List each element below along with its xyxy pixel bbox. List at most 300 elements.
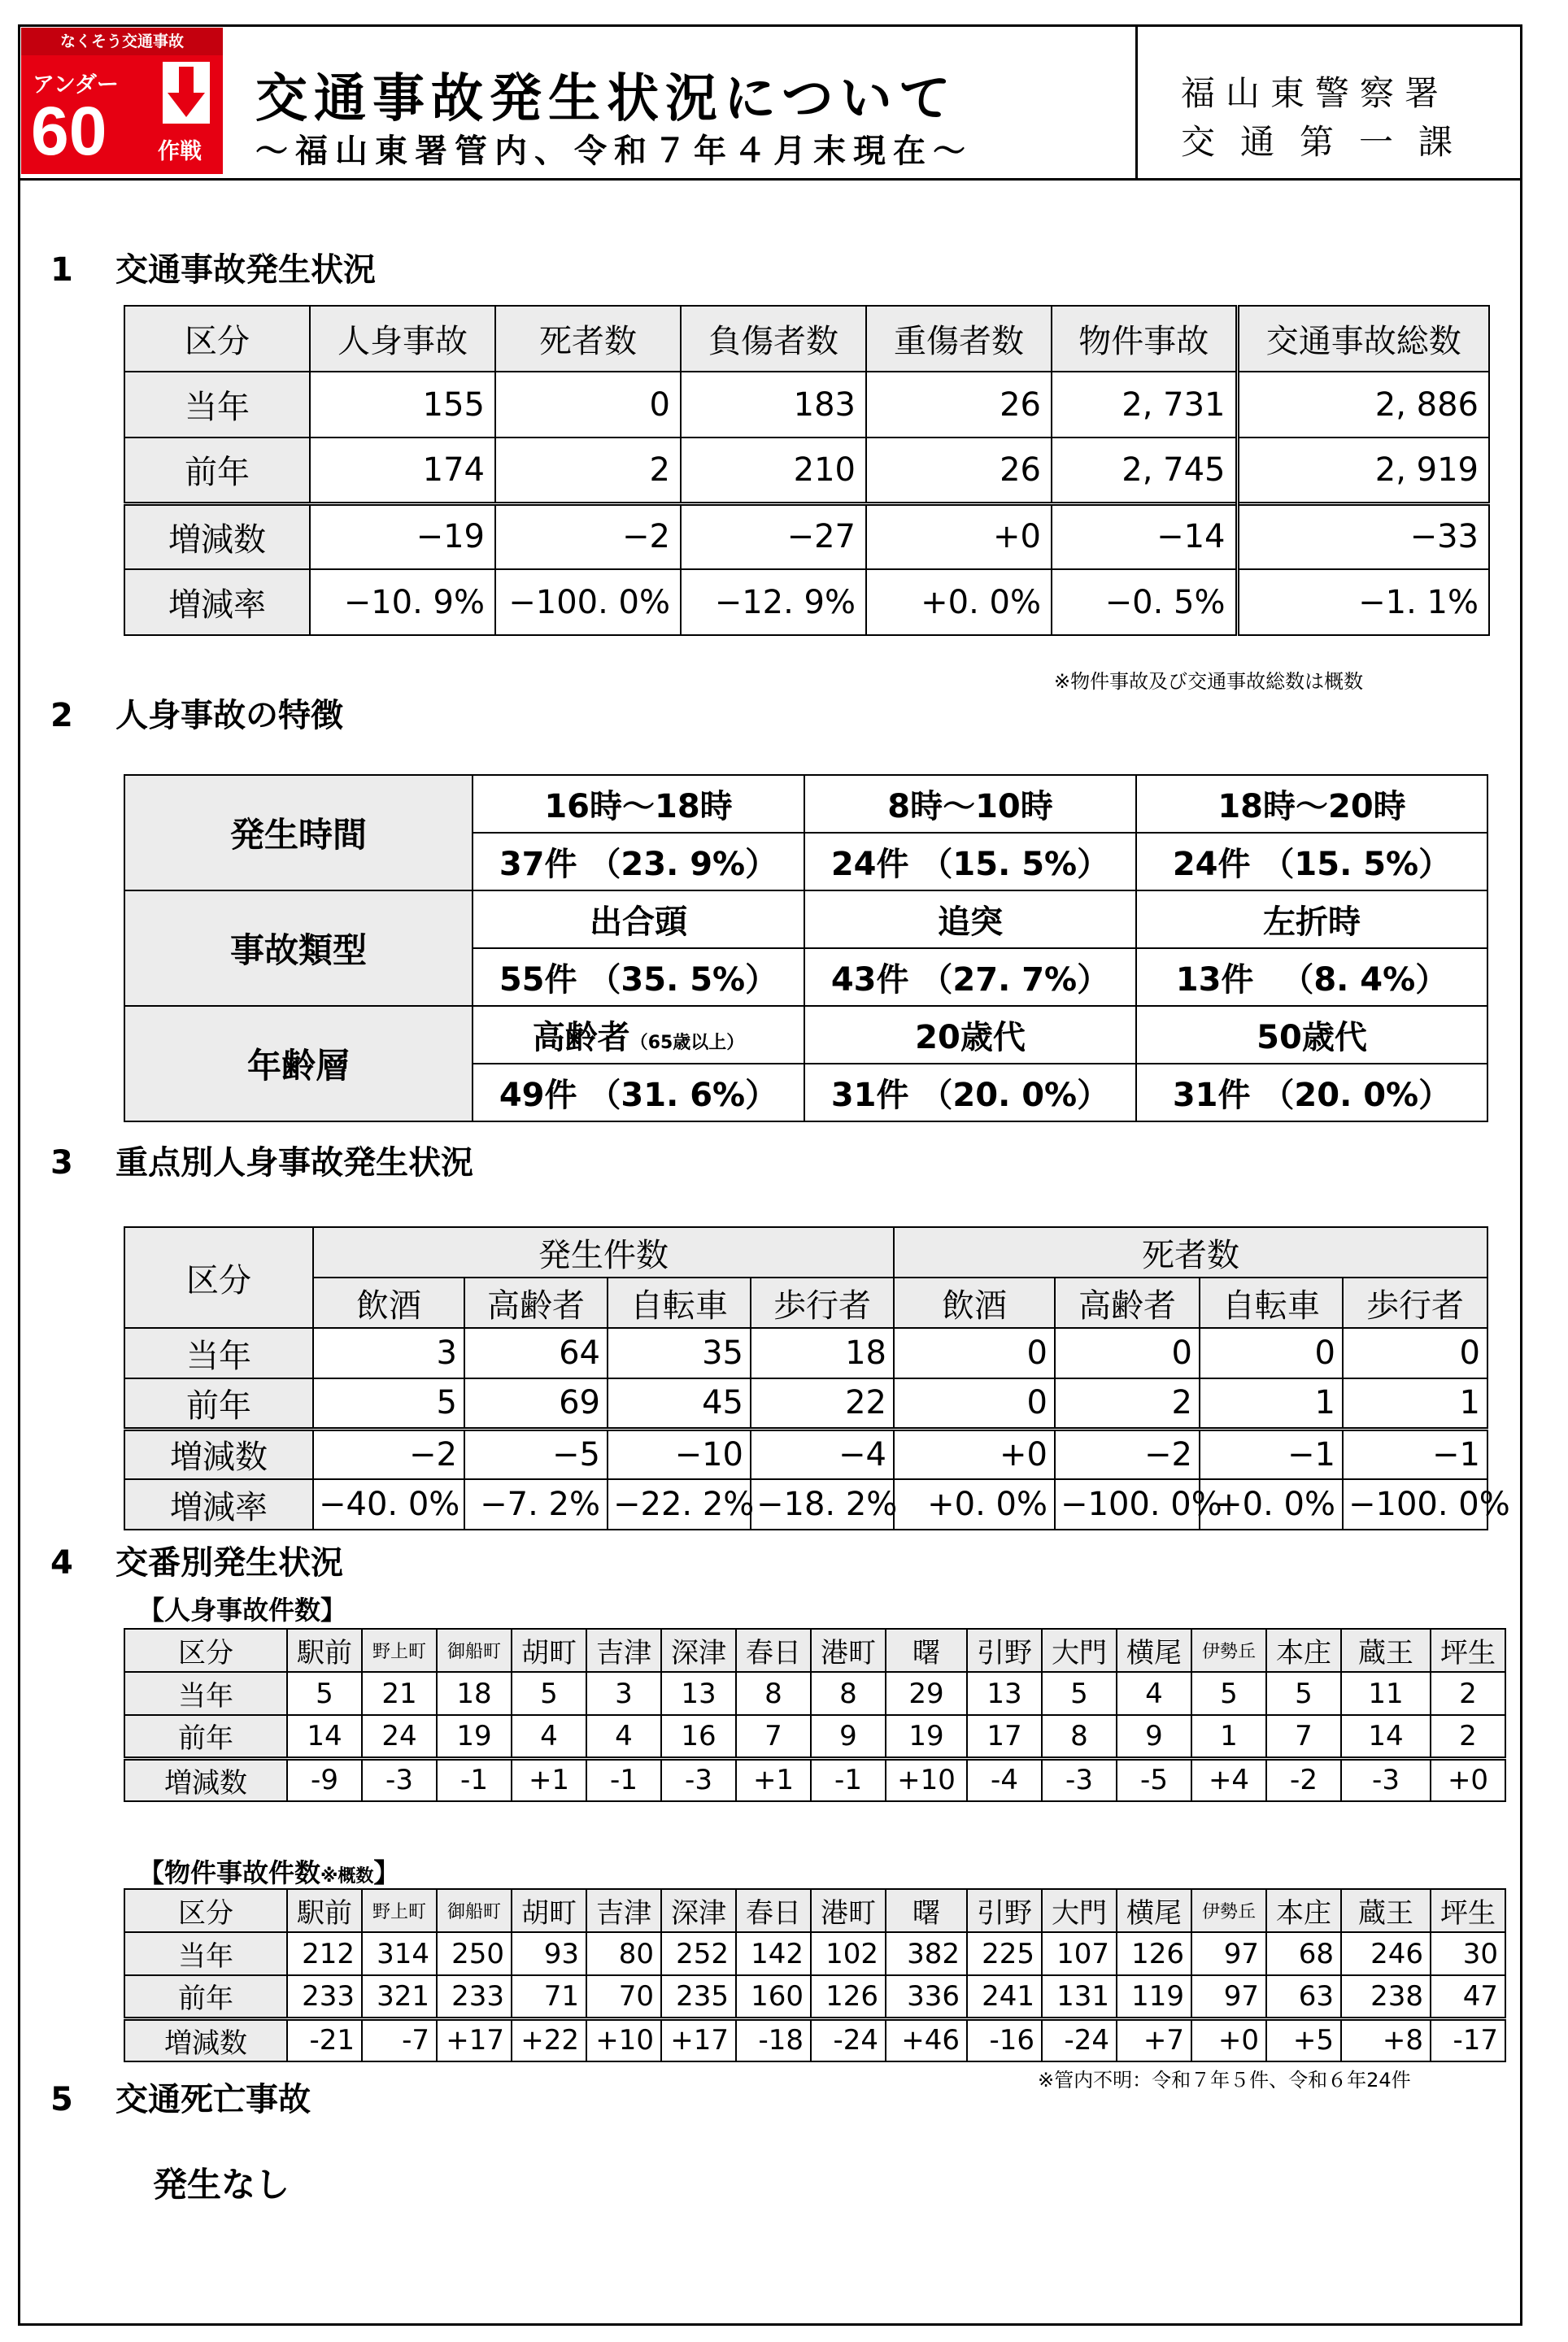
- section-number: 1: [50, 251, 73, 289]
- section-number: 3: [50, 1144, 73, 1182]
- table-cell: -9: [287, 1758, 362, 1801]
- table-cell: 97: [1191, 1975, 1266, 2018]
- table-cell: +0: [894, 1429, 1055, 1479]
- table-cell: −33: [1237, 503, 1489, 569]
- table-cell: 102: [811, 1932, 886, 1975]
- table-cell: −10: [608, 1429, 751, 1479]
- table-cell: 18: [437, 1672, 512, 1715]
- col-header: 負傷者数: [681, 306, 866, 372]
- fatal-accident-result: 発生なし: [153, 2165, 290, 2205]
- col-header: 引野: [967, 1889, 1042, 1932]
- table-cell: 出合頭: [473, 890, 804, 948]
- col-header: 野上町: [362, 1629, 437, 1672]
- table-cell: 31件 （20. 0%）: [1136, 1064, 1487, 1121]
- col-header: 坪生: [1431, 1889, 1505, 1932]
- table-row: [124, 1006, 1487, 1064]
- section-title: 重点別人身事故発生状況: [115, 1144, 473, 1182]
- table-cell: 1: [1191, 1715, 1266, 1758]
- section-title: 交通死亡事故: [115, 2081, 311, 2118]
- table-cell: 246: [1341, 1932, 1431, 1975]
- table-cell: −1: [1343, 1429, 1487, 1479]
- category-cell: 発生時間: [124, 775, 473, 890]
- table-cell: 5: [512, 1672, 586, 1715]
- table-cell: 19: [437, 1715, 512, 1758]
- table-cell: -16: [967, 2018, 1042, 2061]
- table-cell: 16時～18時: [473, 775, 804, 833]
- section-2-heading: [50, 690, 343, 736]
- table-cell: 155: [310, 372, 495, 437]
- table-cell: 80: [586, 1932, 661, 1975]
- table-cell: 2, 886: [1237, 372, 1489, 437]
- table-cell: +17: [437, 2018, 512, 2061]
- col-header: 御船町: [437, 1889, 512, 1932]
- table-row: [124, 1479, 1487, 1530]
- table-cell: 225: [967, 1932, 1042, 1975]
- logo-number: 60: [31, 93, 107, 169]
- table-cell: -3: [661, 1758, 736, 1801]
- table-cell: 69: [464, 1378, 608, 1429]
- label-text: 【物件事故件数: [138, 1857, 321, 1888]
- table-cell: 19: [886, 1715, 967, 1758]
- table-cell: 13: [967, 1672, 1042, 1715]
- col-header: 曙: [886, 1629, 967, 1672]
- table-cell: 107: [1042, 1932, 1117, 1975]
- table-cell: 63: [1266, 1975, 1341, 2018]
- table-cell: 7: [736, 1715, 811, 1758]
- table-cell: 235: [661, 1975, 736, 2018]
- table-cell: 26: [866, 372, 1052, 437]
- table-cell: 68: [1266, 1932, 1341, 1975]
- section-4-note: ※管内不明：令和７年５件、令和６年24件: [1038, 2069, 1411, 2092]
- table-cell: 238: [1341, 1975, 1431, 2018]
- group-header: 死者数: [894, 1227, 1487, 1278]
- table-cell: 1: [1343, 1378, 1487, 1429]
- table-row: [124, 1975, 1505, 2018]
- section-1-heading: [50, 244, 376, 290]
- table-cell: 13件 （8. 4%）: [1136, 948, 1487, 1006]
- table-cell: [473, 1006, 804, 1064]
- table-cell: +0. 0%: [894, 1479, 1055, 1530]
- table-cell: -3: [1042, 1758, 1117, 1801]
- col-header: 伊勢丘: [1191, 1889, 1266, 1932]
- table-cell: -18: [736, 2018, 811, 2061]
- table-cell: -1: [586, 1758, 661, 1801]
- col-header: 春日: [736, 1889, 811, 1932]
- col-header: 引野: [967, 1629, 1042, 1672]
- table-cell: −2: [1055, 1429, 1200, 1479]
- col-header: 横尾: [1117, 1629, 1191, 1672]
- table-cell: 8: [1042, 1715, 1117, 1758]
- label-approx: ※概数: [320, 1866, 374, 1887]
- table-cell: 212: [287, 1932, 362, 1975]
- table-cell: -2: [1266, 1758, 1341, 1801]
- table-cell: −12. 9%: [681, 569, 866, 635]
- section-title: 交番別発生状況: [115, 1544, 343, 1582]
- col-header: 曙: [886, 1889, 967, 1932]
- table-cell: -1: [811, 1758, 886, 1801]
- col-header: 春日: [736, 1629, 811, 1672]
- section-5-heading: [50, 2074, 311, 2120]
- row-header: 当年: [124, 1932, 287, 1975]
- col-header: 胡町: [512, 1629, 586, 1672]
- table-cell: -7: [362, 2018, 437, 2061]
- table-cell: 55件 （35. 5%）: [473, 948, 804, 1006]
- table-cell: +22: [512, 2018, 586, 2061]
- table-cell: −2: [313, 1429, 464, 1479]
- col-header: 区分: [124, 306, 310, 372]
- table-cell: +0: [1431, 1758, 1505, 1801]
- table-cell: 2: [1431, 1672, 1505, 1715]
- table-cell: 5: [1042, 1672, 1117, 1715]
- table-cell: 4: [1117, 1672, 1191, 1715]
- table-row: [124, 503, 1489, 569]
- table-row: [124, 1715, 1505, 1758]
- col-header: 横尾: [1117, 1889, 1191, 1932]
- table-cell: 8: [811, 1672, 886, 1715]
- table-row: [124, 1429, 1487, 1479]
- table-cell: −5: [464, 1429, 608, 1479]
- col-header: 港町: [811, 1629, 886, 1672]
- table-cell: 252: [661, 1932, 736, 1975]
- col-header: 御船町: [437, 1629, 512, 1672]
- table-header-row: [124, 1227, 1487, 1278]
- section-4-heading: [50, 1537, 343, 1583]
- table-cell: −40. 0%: [313, 1479, 464, 1530]
- table-cell: 21: [362, 1672, 437, 1715]
- down-arrow-icon: [161, 60, 211, 125]
- logo-under: アンダー: [33, 72, 119, 98]
- priority-accident-table: [124, 1226, 1510, 1530]
- age-label: 高齢者: [532, 1019, 630, 1056]
- table-cell: 64: [464, 1328, 608, 1378]
- section-number: 2: [50, 697, 73, 734]
- col-header: 吉津: [586, 1889, 661, 1932]
- table-cell: 2, 919: [1237, 437, 1489, 503]
- col-header: 港町: [811, 1889, 886, 1932]
- table-cell: 5: [313, 1378, 464, 1429]
- table-row: [124, 890, 1487, 948]
- table-cell: 16: [661, 1715, 736, 1758]
- table-cell: 2, 745: [1052, 437, 1237, 503]
- col-header: 駅前: [287, 1889, 362, 1932]
- table-cell: 321: [362, 1975, 437, 2018]
- table-cell: 2, 731: [1052, 372, 1237, 437]
- table-cell: 2: [1431, 1715, 1505, 1758]
- page-title: 交通事故発生状況について: [255, 69, 957, 129]
- table-cell: 8時～10時: [804, 775, 1136, 833]
- table-cell: 24件 （15. 5%）: [804, 833, 1136, 890]
- property-by-koban-table: [124, 1888, 1506, 2062]
- table-cell: −0. 5%: [1052, 569, 1237, 635]
- table-cell: 382: [886, 1932, 967, 1975]
- table-cell: 71: [512, 1975, 586, 2018]
- table-cell: +4: [1191, 1758, 1266, 1801]
- table-cell: 31件 （20. 0%）: [804, 1064, 1136, 1121]
- table-cell: 0: [1055, 1328, 1200, 1378]
- row-header: 前年: [124, 1715, 287, 1758]
- age-hint: （65歳以上）: [629, 1033, 745, 1053]
- table-cell: −100. 0%: [1055, 1479, 1200, 1530]
- table-row: [124, 569, 1489, 635]
- table-cell: 50歳代: [1136, 1006, 1487, 1064]
- table-cell: 183: [681, 372, 866, 437]
- table-cell: 17: [967, 1715, 1042, 1758]
- table-cell: 追突: [804, 890, 1136, 948]
- table-cell: −7. 2%: [464, 1479, 608, 1530]
- table-header-row: [124, 1278, 1487, 1328]
- table-cell: 14: [287, 1715, 362, 1758]
- col-header: 伊勢丘: [1191, 1629, 1266, 1672]
- row-header: 増減率: [124, 1479, 313, 1530]
- col-header: 蔵王: [1341, 1889, 1431, 1932]
- table-cell: −22. 2%: [608, 1479, 751, 1530]
- table-cell: 9: [1117, 1715, 1191, 1758]
- col-header: 駅前: [287, 1629, 362, 1672]
- table-cell: 0: [1343, 1328, 1487, 1378]
- table-cell: +8: [1341, 2018, 1431, 2061]
- table-cell: -1: [437, 1758, 512, 1801]
- table-cell: +0. 0%: [1200, 1479, 1343, 1530]
- table-cell: 233: [287, 1975, 362, 2018]
- accident-summary-table: [124, 305, 1490, 636]
- table-cell: 97: [1191, 1932, 1266, 1975]
- table-cell: +1: [512, 1758, 586, 1801]
- table-row: [124, 775, 1487, 833]
- table-row: [124, 1758, 1505, 1801]
- col-header: 自転車: [608, 1278, 751, 1328]
- row-header: 増減数: [124, 2018, 287, 2061]
- row-header: 前年: [124, 1378, 313, 1429]
- row-header: 当年: [124, 372, 310, 437]
- table-cell: 18時～20時: [1136, 775, 1487, 833]
- table-cell: -3: [1341, 1758, 1431, 1801]
- col-header: 歩行者: [751, 1278, 894, 1328]
- table-cell: 2: [1055, 1378, 1200, 1429]
- table-cell: 0: [1200, 1328, 1343, 1378]
- col-header: 区分: [124, 1629, 287, 1672]
- table-cell: −100. 0%: [1343, 1479, 1487, 1530]
- row-header: 増減数: [124, 1429, 313, 1479]
- table-cell: 7: [1266, 1715, 1341, 1758]
- table-cell: 26: [866, 437, 1052, 503]
- table-cell: 22: [751, 1378, 894, 1429]
- col-header: 歩行者: [1343, 1278, 1487, 1328]
- table-cell: 49件 （31. 6%）: [473, 1064, 804, 1121]
- col-header: 深津: [661, 1889, 736, 1932]
- table-cell: 160: [736, 1975, 811, 2018]
- table-cell: +0: [1191, 2018, 1266, 2061]
- table-cell: 250: [437, 1932, 512, 1975]
- table-cell: 126: [811, 1975, 886, 2018]
- table-header-row: [124, 306, 1489, 372]
- table-row: [124, 2018, 1505, 2061]
- table-row: [124, 1672, 1505, 1715]
- injury-by-koban-label: 【人身事故件数】: [138, 1595, 347, 1626]
- logo-slogan: なくそう交通事故: [21, 28, 223, 55]
- table-cell: +7: [1117, 2018, 1191, 2061]
- table-cell: 233: [437, 1975, 512, 2018]
- table-cell: +10: [886, 1758, 967, 1801]
- table-cell: 35: [608, 1328, 751, 1378]
- table-cell: -5: [1117, 1758, 1191, 1801]
- table-cell: 5: [1191, 1672, 1266, 1715]
- table-cell: 13: [661, 1672, 736, 1715]
- col-header: 大門: [1042, 1629, 1117, 1672]
- org-name: 福山東警察署: [1181, 73, 1450, 113]
- table-cell: 11: [1341, 1672, 1431, 1715]
- page-subtitle: ～福山東署管内、令和７年４月末現在～: [255, 133, 973, 170]
- table-cell: 47: [1431, 1975, 1505, 2018]
- col-header: 野上町: [362, 1889, 437, 1932]
- table-cell: 37件 （23. 9%）: [473, 833, 804, 890]
- table-cell: -4: [967, 1758, 1042, 1801]
- section-title: 人身事故の特徴: [115, 697, 343, 734]
- col-header: 区分: [124, 1889, 287, 1932]
- table-cell: 24: [362, 1715, 437, 1758]
- table-cell: 左折時: [1136, 890, 1487, 948]
- table-cell: −27: [681, 503, 866, 569]
- table-cell: 119: [1117, 1975, 1191, 2018]
- table-row: [124, 437, 1489, 503]
- table-cell: 1: [1200, 1378, 1343, 1429]
- table-cell: 314: [362, 1932, 437, 1975]
- table-cell: -3: [362, 1758, 437, 1801]
- table-cell: 5: [1266, 1672, 1341, 1715]
- section-3-heading: [50, 1137, 473, 1183]
- col-header: 物件事故: [1052, 306, 1237, 372]
- col-header: 蔵王: [1341, 1629, 1431, 1672]
- table-cell: 93: [512, 1932, 586, 1975]
- row-header: 増減数: [124, 503, 310, 569]
- header: [18, 24, 1522, 181]
- table-cell: -24: [1042, 2018, 1117, 2061]
- logo-saku: 作戦: [158, 139, 202, 164]
- section-1-note: ※物件事故及び交通事故総数は概数: [1054, 670, 1364, 693]
- table-cell: 131: [1042, 1975, 1117, 2018]
- col-header: 吉津: [586, 1629, 661, 1672]
- col-header: 重傷者数: [866, 306, 1052, 372]
- table-cell: 4: [512, 1715, 586, 1758]
- table-cell: -17: [1431, 2018, 1505, 2061]
- col-header: 自転車: [1200, 1278, 1343, 1328]
- table-row: [124, 1932, 1505, 1975]
- row-header: 前年: [124, 437, 310, 503]
- table-cell: +46: [886, 2018, 967, 2061]
- category-cell: 事故類型: [124, 890, 473, 1006]
- table-cell: −14: [1052, 503, 1237, 569]
- section-number: 4: [50, 1544, 73, 1582]
- col-header: 人身事故: [310, 306, 495, 372]
- injury-by-koban-table: [124, 1628, 1506, 1802]
- col-header: 深津: [661, 1629, 736, 1672]
- table-cell: 70: [586, 1975, 661, 2018]
- col-header: 死者数: [495, 306, 681, 372]
- row-header: 当年: [124, 1672, 287, 1715]
- table-cell: −2: [495, 503, 681, 569]
- col-header: 高齢者: [1055, 1278, 1200, 1328]
- col-header: 高齢者: [464, 1278, 608, 1328]
- table-cell: +0: [866, 503, 1052, 569]
- table-cell: 0: [894, 1328, 1055, 1378]
- table-cell: 8: [736, 1672, 811, 1715]
- col-header: 坪生: [1431, 1629, 1505, 1672]
- row-header: 増減率: [124, 569, 310, 635]
- table-cell: 5: [287, 1672, 362, 1715]
- table-row: [124, 372, 1489, 437]
- table-cell: 241: [967, 1975, 1042, 2018]
- section-number: 5: [50, 2081, 73, 2118]
- table-row: [124, 1328, 1487, 1378]
- row-header: 前年: [124, 1975, 287, 2018]
- col-header: 飲酒: [313, 1278, 464, 1328]
- table-cell: 4: [586, 1715, 661, 1758]
- table-cell: 24件 （15. 5%）: [1136, 833, 1487, 890]
- section-title: 交通事故発生状況: [115, 251, 376, 289]
- table-cell: 18: [751, 1328, 894, 1378]
- table-cell: +10: [586, 2018, 661, 2061]
- col-header: 大門: [1042, 1889, 1117, 1932]
- group-header: 発生件数: [313, 1227, 894, 1278]
- table-cell: 14: [1341, 1715, 1431, 1758]
- table-cell: 0: [495, 372, 681, 437]
- table-header-row: [124, 1629, 1505, 1672]
- col-header: 本庄: [1266, 1629, 1341, 1672]
- col-header: 本庄: [1266, 1889, 1341, 1932]
- org-division: 交通第一課: [1181, 122, 1479, 162]
- table-cell: +5: [1266, 2018, 1341, 2061]
- table-cell: 3: [313, 1328, 464, 1378]
- table-cell: 174: [310, 437, 495, 503]
- campaign-logo: [21, 28, 223, 174]
- col-header: 区分: [124, 1227, 313, 1328]
- table-cell: -24: [811, 2018, 886, 2061]
- table-cell: −1: [1200, 1429, 1343, 1479]
- row-header: 増減数: [124, 1758, 287, 1801]
- col-header: 交通事故総数: [1237, 306, 1489, 372]
- table-cell: 29: [886, 1672, 967, 1715]
- table-cell: 0: [894, 1378, 1055, 1429]
- table-cell: 126: [1117, 1932, 1191, 1975]
- table-cell: −10. 9%: [310, 569, 495, 635]
- injury-characteristics-table: [124, 774, 1488, 1122]
- table-header-row: [124, 1889, 1505, 1932]
- table-cell: −18. 2%: [751, 1479, 894, 1530]
- category-cell: 年齢層: [124, 1006, 473, 1121]
- table-cell: 2: [495, 437, 681, 503]
- table-row: [124, 1378, 1487, 1429]
- table-cell: 210: [681, 437, 866, 503]
- label-close: 】: [373, 1857, 400, 1888]
- table-cell: 43件 （27. 7%）: [804, 948, 1136, 1006]
- col-header: 胡町: [512, 1889, 586, 1932]
- table-cell: −4: [751, 1429, 894, 1479]
- table-cell: 3: [586, 1672, 661, 1715]
- table-cell: 336: [886, 1975, 967, 2018]
- table-cell: −19: [310, 503, 495, 569]
- table-cell: +1: [736, 1758, 811, 1801]
- header-divider: [1135, 24, 1138, 179]
- table-cell: 45: [608, 1378, 751, 1429]
- table-cell: 30: [1431, 1932, 1505, 1975]
- table-cell: +17: [661, 2018, 736, 2061]
- table-cell: −100. 0%: [495, 569, 681, 635]
- table-cell: -21: [287, 2018, 362, 2061]
- row-header: 当年: [124, 1328, 313, 1378]
- table-cell: +0. 0%: [866, 569, 1052, 635]
- col-header: 飲酒: [894, 1278, 1055, 1328]
- table-cell: 142: [736, 1932, 811, 1975]
- table-cell: 9: [811, 1715, 886, 1758]
